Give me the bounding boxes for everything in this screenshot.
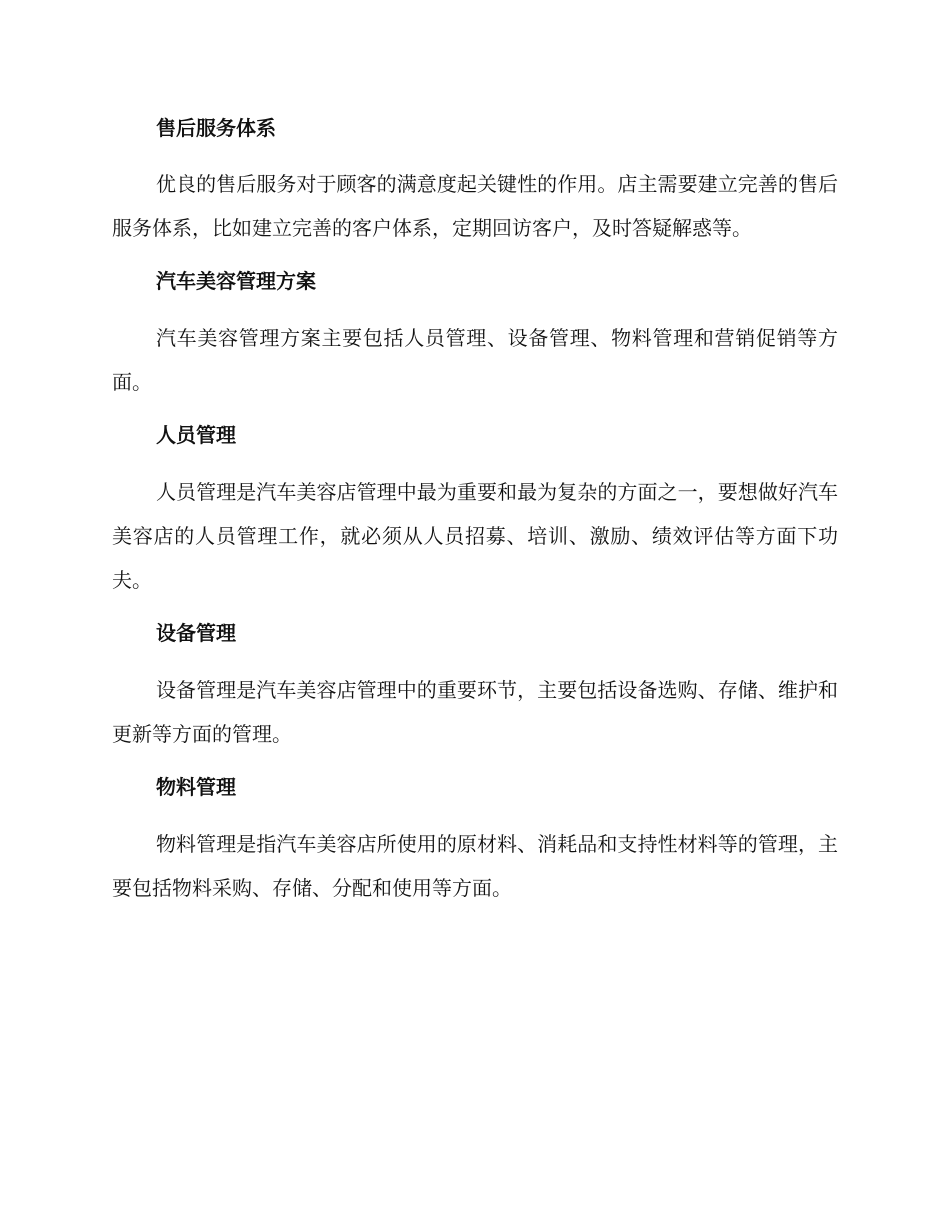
section-material-management [112, 771, 838, 910]
section-personnel-management [112, 419, 838, 602]
section-paragraph: 物料管理是指汽车美容店所使用的原材料、消耗品和支持性材料等的管理，主要包括物料采购、存储、分配和使用等方面。 [112, 832, 838, 900]
section-paragraph: 汽车美容管理方案主要包括人员管理、设备管理、物料管理和营销促销等方面。 [112, 326, 838, 394]
section-heading: 设备管理 [156, 621, 236, 645]
section-equipment-management [112, 617, 838, 756]
section-paragraph: 人员管理是汽车美容店管理中最为重要和最为复杂的方面之一，要想做好汽车美容店的人员管理工作，就必须从人员招募、培训、激励、绩效评估等方面下功夫。 [112, 480, 838, 592]
section-paragraph: 优良的售后服务对于顾客的满意度起关键性的作用。店主需要建立完善的售后服务体系，比如建立完善的客户体系，定期回访客户，及时答疑解惑等。 [112, 172, 838, 240]
section-car-beauty-management-plan [112, 265, 838, 404]
section-after-sales-service [112, 112, 838, 250]
section-heading: 人员管理 [156, 423, 236, 447]
section-heading: 售后服务体系 [156, 116, 276, 140]
section-heading: 物料管理 [156, 775, 236, 799]
section-heading: 汽车美容管理方案 [156, 269, 316, 293]
section-paragraph: 设备管理是汽车美容店管理中的重要环节，主要包括设备选购、存储、维护和更新等方面的管理。 [112, 678, 838, 746]
